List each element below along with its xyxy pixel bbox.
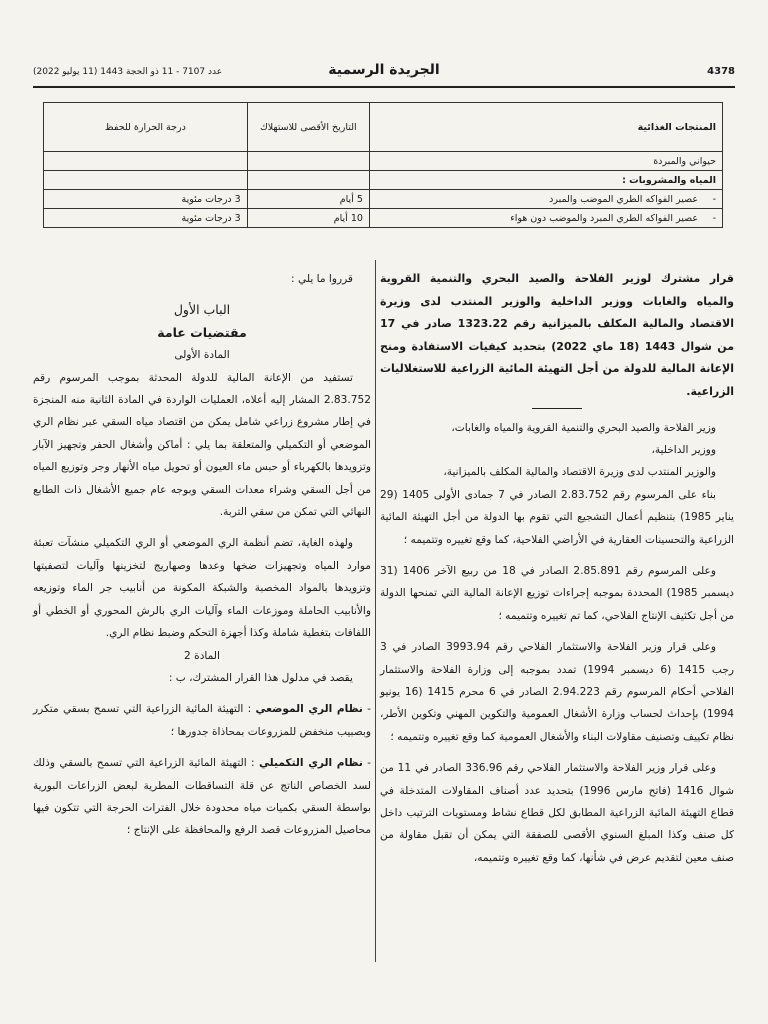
food-products-table [43, 102, 723, 228]
row-animal-chilled: حيواني والمبردة [369, 152, 722, 171]
chapter-title: مقتضيات عامة [157, 324, 247, 340]
header-shelf-life: التاريخ الأقصى للاستهلاك [247, 103, 369, 152]
right-column [380, 268, 734, 869]
preamble-minister-interior: ووزير الداخلية، [651, 443, 716, 456]
chapter-heading: الباب الأول [173, 302, 231, 318]
shelf-life-cell: 5 أيام [247, 190, 369, 209]
preamble-minister-budget: والوزير المنتدب لدى وزيرة الاقتصاد والمالية المكلف بالميزانية، [443, 466, 716, 479]
table-row: -عصير الفواكه الطري المبرد والموضب دون هواء 10 أيام 3 درجات مئوية [44, 209, 723, 228]
table-row [44, 152, 723, 171]
definition-text: : التهيئة المائية الزراعية التي تسمح بسقي متكرر وبصبيب منخفض للمزروعات بمحاذاة جدورها ؛ [33, 703, 371, 738]
article-2-intro: يقصد في مدلول هذا القرار المشترك، ب : [168, 671, 353, 684]
decree-title: قرار مشترك لوزير الفلاحة والصيد البحري والتنمية القروية والمياه والغابات ووزير الداخلية والوزير المنتدب لدى وزيرة الاقتصاد والمالية المكلف بالميزانية رقم 1323.22 صادر في 17 من شوال 1443 (18 ماي 2022) بتحديد كيفيات الاستفادة ومنح الإعانة المالية للدولة من أجل التهيئة المائية الزراعية للاستغلاليات الزراعية. [380, 272, 735, 398]
temperature-cell: 3 درجات مئوية [44, 209, 248, 228]
page-number: 4378 [707, 66, 735, 77]
decided-label: قرروا ما يلي : [291, 273, 353, 285]
definition-supplementary-irrigation: - نظام الري التكميلي : التهيئة المائية الزراعية التي تسمح بالسقي وذلك لسد الخصاص الناتج عن قلة التساقطات المطرية لبعض الزراعات البورية بواسطة السقي بكميات مياه محدودة خلال الفترات الحرجة التي تتكون فيها محاصيل المزروعات قصد الرفع والمحافظة على الإنتاج ؛ [33, 757, 372, 837]
preamble-order-1: وعلى قرار وزير الفلاحة والاستثمار الفلاحي رقم 3993.94 الصادر في 3 رجب 1415 (6 ديسمبر 1994) تمدد بموجبه إلى وزارة الفلاحة والاستثمار الفلاحي أحكام المرسوم رقم 2.94.223 الصادر في 6 محرم 1415 (16 يونيو 1994) بإحداث لحساب وزارة الأشغال العمومية والتكوين المهني وتكوين الأطر، نظام تكييف وتصنيف مقاولات البناء والأشغال العمومية كما وقع تغييره وتتميمه ؛ [380, 641, 734, 743]
issue-info: عدد 7107 - 11 ذو الحجة 1443 (11 يوليو 2022) [33, 67, 223, 77]
header-products: المنتجات الغذائية [369, 103, 722, 152]
table-row: -عصير الفواكه الطري الموضب والمبرد 5 أيام 3 درجات مئوية [44, 190, 723, 209]
column-divider [375, 260, 376, 962]
article-2-heading: المادة 2 [184, 649, 220, 662]
header-rule [33, 86, 735, 88]
definition-term: نظام الري الموضعي [255, 703, 363, 716]
section-water-drinks: المياه والمشروبات : [369, 171, 722, 190]
product-cell: عصير الفواكه الطري الموضب والمبرد [549, 193, 698, 205]
article-1-heading: المادة الأولى [174, 349, 230, 362]
preamble-decree-2: وعلى المرسوم رقم 2.85.891 الصادر في 18 من ربيع الآخر 1406 (31 ديسمبر 1985) المحددة بموجبه إجراءات توزيع الإعانة المالية التي تمنحها الدولة من أجل تكثيف الإنتاج الفلاحي، كما تم تغييره وتتميمه ؛ [380, 565, 735, 622]
journal-name: الجريدة الرسمية [328, 62, 440, 78]
definition-term: نظام الري التكميلي [258, 757, 363, 770]
article-1-para-2: ولهذه الغاية، تضم أنظمة الري الموضعي أو الري التكميلي منشآت تعبئة موارد المياه وتجهيزات ضخها وعدها وصهاريج لتخزينها وآليات لتصفيتها وتزويدها بالمواد المخصبة والشبكة المكونة من أنابيب جر الماء وتوزيعه والأنابيب الحاملة وموزعات الماء وآليات الري بالرش المحوري أو الخطي أو اللفافات بتغطية شاملة وكذا أجهزة التحكم وضبط نظام الري. [33, 537, 371, 640]
table-row [44, 171, 723, 190]
shelf-life-cell: 10 أيام [247, 209, 369, 228]
definition-localized-irrigation: - نظام الري الموضعي : التهيئة المائية الزراعية التي تسمح بسقي متكرر وبصبيب منخفض للمزروعات بمحاذاة جدورها ؛ [33, 703, 371, 738]
product-cell: عصير الفواكه الطري المبرد والموضب دون هواء [510, 212, 698, 224]
preamble-decree-1: بناء على المرسوم رقم 2.83.752 الصادر في 7 جمادى الأولى 1405 (29 يناير 1985) بتنظيم أعمال التشجيع التي تقوم بها الدولة من أجل التهيئة المائية الزراعية والتحسينات العقارية في الأراضي الفلاحية، كما وقع تغييره وتتميمه ؛ [380, 488, 734, 546]
page-header [33, 62, 735, 84]
article-1-para-1: تستفيد من الإعانة المالية للدولة المحدثة بموجب المرسوم رقم 2.83.752 المشار إليه أعلاه، العمليات الواردة في المادة الثانية منه المنجزة في إطار مشروع زراعي شامل يمكن من اقتصاد مياه السقي عبر نظام الري الموضعي أو التكميلي والمتعلقة بما يلي : أماكن وأشغال الحفر وتجهيز الآبار وتزويدها بالكهرباء أو حبس ماء العيون أو تحويل مياه الأنهار وجر وتوزيع المياه من أجل السقي وشراء معدات السقي وبوجه عام جميع الأشغال ذات الطابع النهائي التي تمكن من سقي التربة. [33, 371, 371, 519]
preamble-order-2: وعلى قرار وزير الفلاحة والاستثمار الفلاحي رقم 336.96 الصادر في 11 من شوال 1416 (فاتح مارس 1996) بتحديد عدد أصناف المقاولات المتدخلة في قطاع التهيئة المائية الزراعية المطابق لكل قطاع نشاط ومستويات الترتيب داخل كل صنف وكذا المبلغ السنوي الأقصى للصفقة التي يمكن أن تقبل مقاولة من صنف معين لتقديم عرض في شأنها، كما وقع تغييره وتتميمه، [380, 762, 735, 864]
definition-text: : التهيئة المائية الزراعية التي تسمح بالسقي وذلك لسد الخصاص الناتج عن قلة التساقطات المطرية لبعض الزراعات البورية بواسطة السقي بكميات مياه محدودة خلال الفترات الحرجة التي تتكون فيها محاصيل المزروعات قصد الرفع والمحافظة على الإنتاج ؛ [33, 757, 371, 837]
preamble-minister-agriculture: وزير الفلاحة والصيد البحري والتنمية القروية والمياه والغابات، [451, 421, 716, 434]
title-rule [532, 408, 582, 409]
table-header-row [44, 103, 723, 152]
header-temperature: درجة الحرارة للحفظ [44, 103, 248, 152]
temperature-cell: 3 درجات مئوية [44, 190, 248, 209]
left-column [33, 268, 371, 842]
